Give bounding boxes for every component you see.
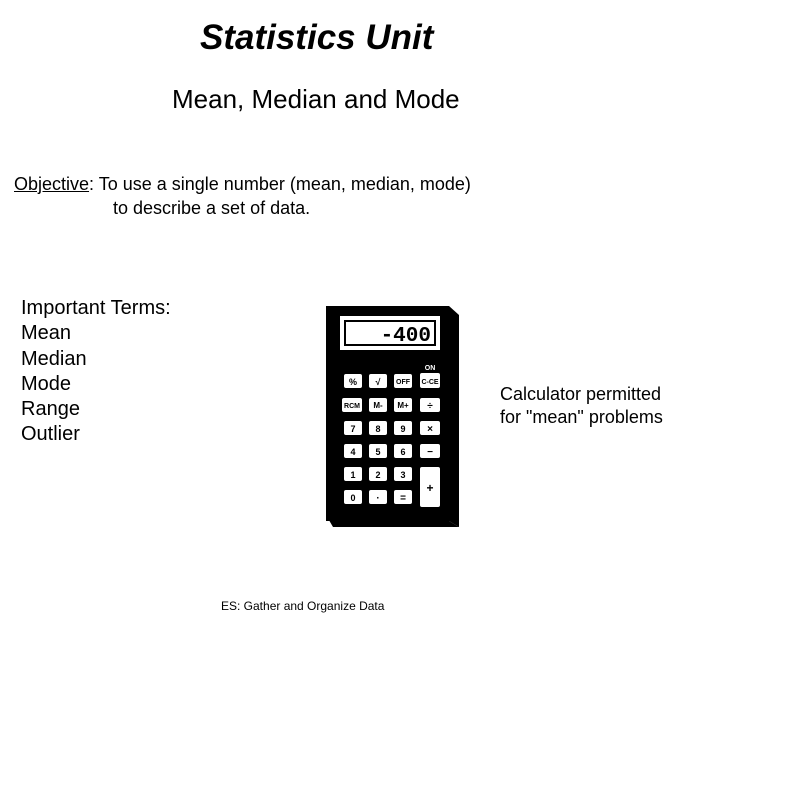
- calc-key-label: 7: [350, 424, 356, 434]
- calc-key-label: 9: [400, 424, 406, 434]
- term-item: Outlier: [21, 423, 80, 446]
- calc-key-label: √: [375, 377, 381, 387]
- important-terms: [21, 296, 171, 448]
- footer-note: ES: Gather and Organize Data: [221, 599, 385, 613]
- objective-line-1: [14, 172, 471, 196]
- calc-key-label: =: [400, 493, 406, 504]
- calculator-on-label: ON: [424, 365, 436, 372]
- calc-key-label: OFF: [396, 379, 410, 386]
- calc-key-label: 5: [375, 447, 381, 457]
- calc-key-label: 1: [350, 470, 356, 480]
- calculator-display-readout: -400: [380, 325, 431, 348]
- calc-key-label: ×: [427, 424, 433, 435]
- calculator-side-edge: [449, 306, 459, 527]
- calc-key-label: 8: [375, 424, 381, 434]
- calc-key-label: 2: [375, 470, 381, 480]
- calc-key-label: 6: [400, 447, 406, 457]
- objective-label: Objective: [14, 174, 90, 194]
- term-item: Range: [21, 398, 80, 421]
- calc-key-label: M+: [397, 401, 409, 410]
- objective-text-2: to describe a set of data.: [113, 198, 311, 218]
- calc-key-label: ÷: [427, 401, 433, 412]
- page-title: Statistics Unit: [200, 18, 434, 57]
- term-item: Median: [21, 347, 87, 370]
- calc-key-label: +: [426, 481, 434, 495]
- page-subtitle: Mean, Median and Mode: [172, 84, 460, 114]
- calc-key-label: %: [348, 377, 358, 387]
- calc-key-label: 4: [350, 447, 356, 457]
- calc-key-label: −: [427, 447, 433, 458]
- calc-key-label: C-CE: [421, 379, 439, 386]
- calc-key-label: 0: [350, 493, 356, 503]
- calc-key-label: ·: [376, 493, 380, 504]
- terms-heading: Important Terms:: [21, 297, 171, 319]
- calculator-note-line-1: Calculator permitted: [500, 384, 662, 404]
- calculator-icon: [323, 303, 463, 533]
- calculator-note: [500, 383, 663, 429]
- calculator-note-line-2: for "mean" problems: [500, 407, 663, 427]
- term-item: Mean: [21, 322, 72, 345]
- term-item: Mode: [21, 372, 72, 395]
- calc-key-label: M-: [373, 401, 383, 410]
- calc-key-label: RCM: [344, 403, 360, 410]
- objective-block: [14, 172, 471, 220]
- calc-key-label: 3: [400, 470, 406, 480]
- objective-text-1: : To use a single number (mean, median, mode): [89, 174, 471, 194]
